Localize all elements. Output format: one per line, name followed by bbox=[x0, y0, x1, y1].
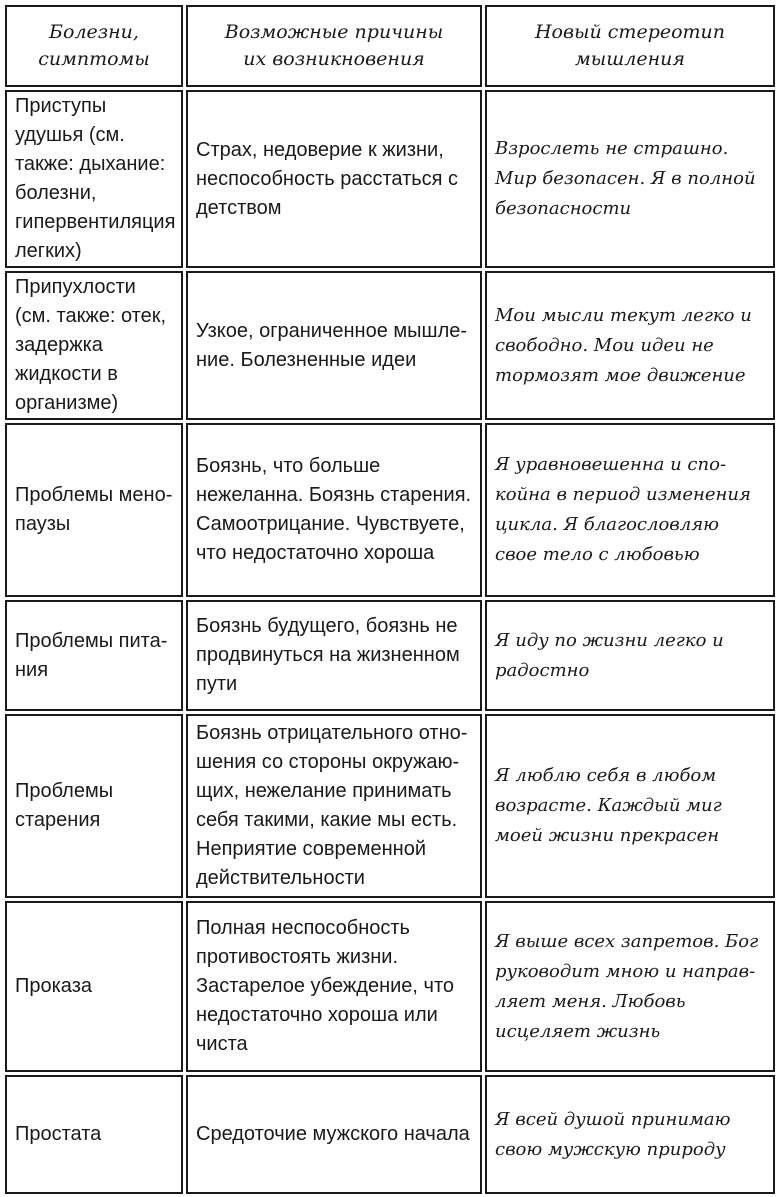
cause-cell: Страх, недоверие к жизни, неспособность расстаться с детством bbox=[186, 90, 482, 268]
header-disease-line-1: Болезни, bbox=[49, 21, 139, 43]
table-row bbox=[5, 423, 775, 597]
disease-cell: Простата bbox=[5, 1075, 183, 1194]
header-disease-line-2: симптомы bbox=[38, 48, 150, 70]
header-thought-line-2: мышления bbox=[575, 48, 685, 70]
disease-cell: Проблемы питания bbox=[5, 600, 183, 711]
disease-cell: Приступы удушья (см. также: дыхание: болезни, гипервентиляция легких) bbox=[5, 90, 183, 268]
header-row bbox=[5, 5, 775, 87]
thought-cell: Я уравновешенна и спокойна в период изменения цикла. Я благословляю свое тело с любовью bbox=[485, 423, 775, 597]
disease-cell: Проказа bbox=[5, 901, 183, 1072]
table-row bbox=[5, 714, 775, 898]
header-disease bbox=[5, 5, 183, 87]
header-cause bbox=[186, 5, 482, 87]
disease-cell: Проблемы старения bbox=[5, 714, 183, 898]
thought-cell: Мои мысли текут легко и свободно. Мои идеи не тормозят мое движение bbox=[485, 271, 775, 420]
table-row bbox=[5, 90, 775, 268]
header-thought-line-1: Новый стереотип bbox=[534, 21, 726, 43]
cause-cell: Полная неспособность противостоять жизни. Застарелое убеждение, что недостаточно хороша или чиста bbox=[186, 901, 482, 1072]
thought-cell: Я всей душой принимаю свою мужскую природу bbox=[485, 1075, 775, 1194]
thought-cell: Я выше всех запретов. Бог руководит мною и направляет меня. Любовь исцеляет жизнь bbox=[485, 901, 775, 1072]
header-thought bbox=[485, 5, 775, 87]
header-cause-line-2: их возникновения bbox=[243, 48, 425, 70]
table-row bbox=[5, 271, 775, 420]
table-row bbox=[5, 1075, 775, 1194]
disease-cell: Проблемы менопаузы bbox=[5, 423, 183, 597]
thought-cell: Взрослеть не страшно. Мир безопасен. Я в полной безопасности bbox=[485, 90, 775, 268]
table-row bbox=[5, 600, 775, 711]
cause-cell: Узкое, ограниченное мышление. Болезненные идеи bbox=[186, 271, 482, 420]
cause-cell: Боязнь отрицательного отношения со стороны окружающих, нежелание принимать себя такими, какие мы есть. Неприятие современной действительности bbox=[186, 714, 482, 898]
thought-cell: Я иду по жизни легко и радостно bbox=[485, 600, 775, 711]
header-cause-line-1: Возможные причины bbox=[224, 21, 444, 43]
cause-cell: Боязнь, что больше нежеланна. Боязнь старения. Самоотрицание. Чувствуете, что недостаточно хороша bbox=[186, 423, 482, 597]
affirmations-table bbox=[2, 2, 778, 1197]
cause-cell: Средоточие мужского начала bbox=[186, 1075, 482, 1194]
table-row bbox=[5, 901, 775, 1072]
thought-cell: Я люблю себя в любом возрасте. Каждый миг моей жизни прекрасен bbox=[485, 714, 775, 898]
cause-cell: Боязнь будущего, боязнь не продвинуться на жизненном пути bbox=[186, 600, 482, 711]
disease-cell: Припухлости (см. также: отек, задержка жидкости в организме) bbox=[5, 271, 183, 420]
